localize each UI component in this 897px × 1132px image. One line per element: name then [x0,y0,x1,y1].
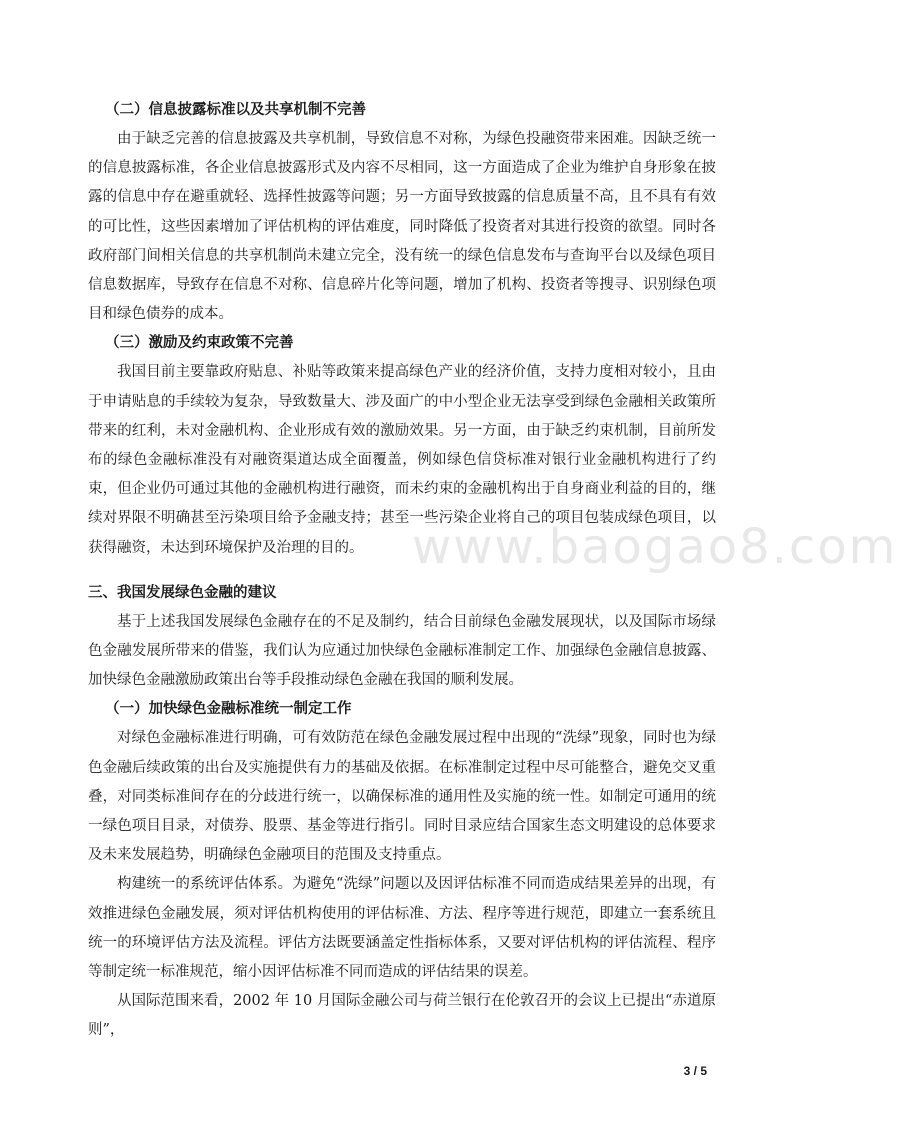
paragraph: 构建统一的系统评估体系。为避免“洗绿”问题以及因评估标准不同而造成结果差异的出现，有效推进绿色金融发展，须对评估机构使用的评估标准、方法、程序等进行规范，即建立一套系统且统一的环境评估方法及流程。评估方法既要涵盖定性指标体系，又要对评估机构的评估流程、程序等制定统一标准规范，缩小因评估标准不同而造成的评估结果的误差。 [88,876,716,981]
section-heading-2: （二）信息披露标准以及共享机制不完善 [105,102,366,118]
paragraph: 由于缺乏完善的信息披露及共享机制，导致信息不对称，为绿色投融资带来困难。因缺乏统一的信息披露标准，各企业信息披露形式及内容不尽相同，这一方面造成了企业为维护自身形象在披露的信息中存在避重就轻、选择性披露等问题；另一方面导致披露的信息质量不高，且不具有有效的可比性，这些因素增加了评估机构的评估难度，同时降低了投资者对其进行投资的欲望。同时各政府部门间相关信息的共享机制尚未建立完全，没有统一的绿色信息发布与查询平台以及绿色项目信息数据库，导致存在信息不对称、信息碎片化等问题，增加了机构、投资者等搜寻、识别绿色项目和绿色债券的成本。 [88,131,716,323]
paragraph: 对绿色金融标准进行明确，可有效防范在绿色金融发展过程中出现的“洗绿”现象，同时也为绿色金融后续政策的出台及实施提供有力的基础及依据。在标准制定过程中尽可能整合，避免交叉重叠，对同类标准间存在的分歧进行统一，以确保标准的通用性及实施的统一性。如制定可通用的统一绿色项目目录，对债券、股票、基金等进行指引。同时目录应结合国家生态文明建设的总体要求及未来发展趋势，明确绿色金融项目的范围及支持重点。 [88,730,716,864]
section-heading-3: （三）激励及约束政策不完善 [105,335,294,352]
paragraph: 我国目前主要靠政府贴息、补贴等政策来提高绿色产业的经济价值，支持力度相对较小，且由于申请贴息的手续较为复杂，导致数量大、涉及面广的中小型企业无法享受到绿色金融相关政策所带来的红利，未对金融机构、企业形成有效的激励效果。另一方面，由于缺乏约束机制，目前所发布的绿色金融标准没有对融资渠道达成全面覆盖，例如绿色信贷标准对银行业金融机构进行了约束，但企业仍可通过其他的金融机构进行融资，而未约束的金融机构出于自身商业利益的目的，继续对界限不明确甚至污染项目给予金融支持；甚至一些污染企业将自己的项目包装成绿色项目，以获得融资，未达到环境保护及治理的目的。 [88,364,716,556]
paragraph: 从国际范围来看，2002 年 10 月国际金融公司与荷兰银行在伦敦召开的会议上已提出“赤道原则”， [88,993,716,1039]
paragraph: 基于上述我国发展绿色金融存在的不足及制约，结合目前绿色金融发展现状，以及国际市场绿色金融发展所带来的借鉴，我们认为应通过加快绿色金融标准制定工作、加强绿色金融信息披露、加快绿色金融激励政策出台等手段推动绿色金融在我国的顺利发展。 [88,613,716,689]
section-heading-1: （一）加快绿色金融标准统一制定工作 [105,701,352,718]
watermark: www.baogao8.com [412,519,897,575]
page-number: 3 / 5 [683,1064,707,1078]
part-heading-3: 三、我国发展绿色金融的建议 [88,584,277,601]
